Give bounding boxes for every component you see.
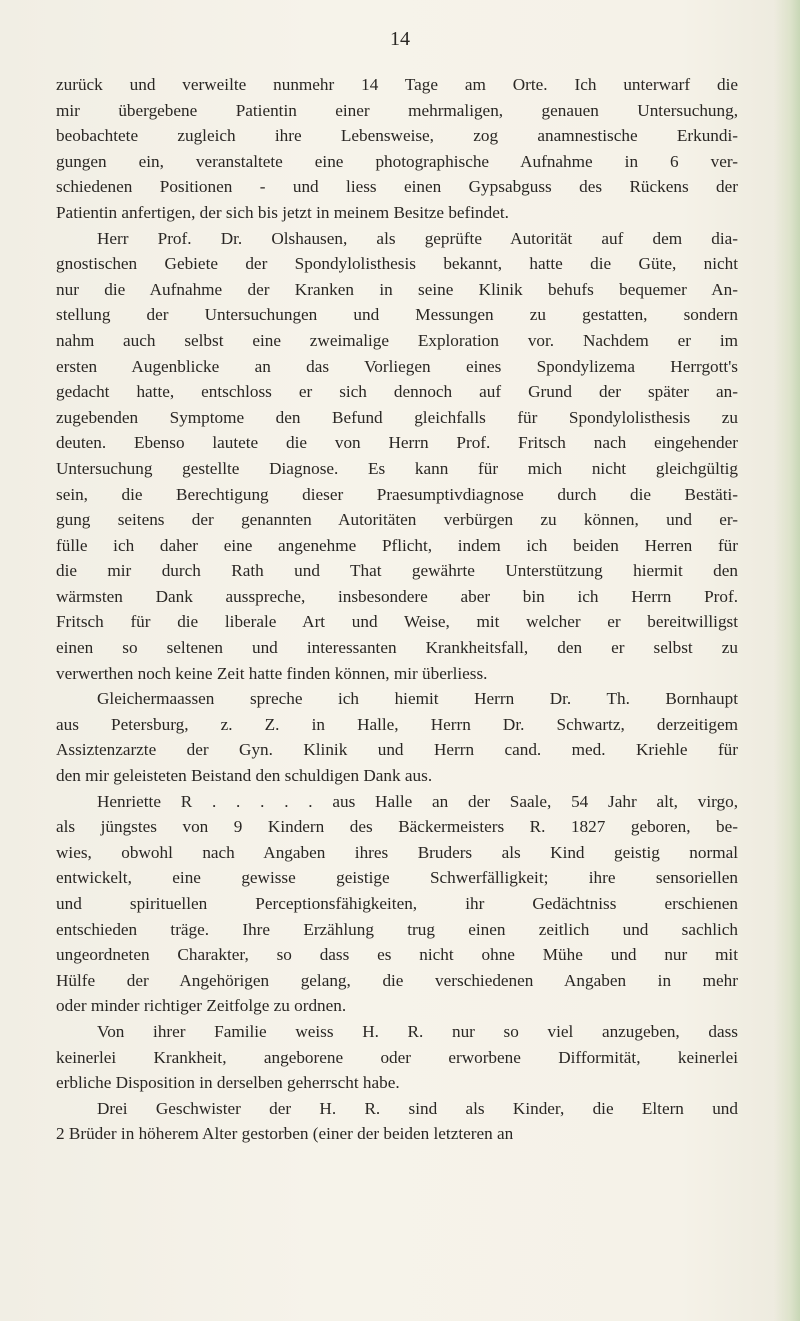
page-edge-tint (774, 0, 800, 1321)
paragraph (56, 789, 738, 1019)
text-line: Henriette R . . . . . aus Halle an der Saale, 54 Jahr alt, virgo, (97, 791, 738, 811)
text-line: aus Petersburg, z. Z. in Halle, Herrn Dr. Schwartz, derzeitigem (56, 714, 738, 734)
text-line: erbliche Disposition in derselben geherrscht habe. (56, 1073, 400, 1093)
text-line: den mir geleisteten Beistand den schuldigen Dank aus. (56, 766, 433, 786)
text-line: ungeordneten Charakter, so dass es nicht ohne Mühe und nur mit (56, 945, 738, 965)
text-line: Hülfe der Angehörigen gelang, die verschiedenen Angaben in mehr (56, 970, 738, 990)
text-line: gedacht hatte, entschloss er sich dennoch auf Grund der später an- (56, 382, 738, 402)
text-line: und spirituellen Perceptionsfähigkeiten, ihr Gedächtniss erschienen (56, 894, 738, 913)
text-line: 2 Brüder in höherem Alter gestorben (einer der beiden letzteren an (56, 1124, 514, 1144)
text-line: Fritsch für die liberale Art und Weise, mit welcher er bereitwilligst (56, 612, 738, 632)
text-line: die mir durch Rath und That gewährte Unterstützung hiermit den (56, 561, 738, 581)
text-line: Assiztenzarzte der Gyn. Klinik und Herrn cand. med. Kriehle für (56, 740, 738, 760)
text-line: nahm auch selbst eine zweimalige Exploration vor. Nachdem er im (56, 330, 738, 350)
text-line: Patientin anfertigen, der sich bis jetzt in meinem Besitze befindet. (56, 202, 509, 222)
text-line: fülle ich daher eine angenehme Pflicht, indem ich beiden Herren für (56, 535, 738, 555)
text-line: Herr Prof. Dr. Olshausen, als geprüfte Autorität auf dem dia- (97, 228, 738, 248)
text-line: oder minder richtiger Zeitfolge zu ordnen. (56, 996, 347, 1016)
paragraph (56, 1019, 738, 1096)
text-line: nur die Aufnahme der Kranken in seine Klinik behufs bequemer An- (56, 279, 738, 299)
text-line: gnostischen Gebiete der Spondylolisthesis bekannt, hatte die Güte, nicht (56, 254, 738, 274)
text-line: entschieden träge. Ihre Erzählung trug einen zeitlich und sachlich (56, 919, 738, 939)
text-line: zurück und verweilte nunmehr 14 Tage am Orte. Ich unterwarf die (56, 75, 738, 94)
text-line: einen so seltenen und interessanten Krankheitsfall, den er selbst zu (56, 638, 738, 658)
text-line: ersten Augenblicke an das Vorliegen eines Spondylizema Herrgott's (56, 356, 738, 376)
text-line: gung seitens der genannten Autoritäten verbürgen zu können, und er- (56, 510, 738, 530)
body-text (56, 72, 738, 1147)
text-line: Gleichermaassen spreche ich hiemit Herrn Dr. Th. Bornhaupt (97, 689, 738, 709)
text-line: als jüngstes von 9 Kindern des Bäckermeisters R. 1827 geboren, be- (56, 817, 738, 837)
page-number: 14 (390, 28, 410, 50)
text-line: beobachtete zugleich ihre Lebensweise, zog anamnestische Erkundi- (56, 126, 738, 146)
text-line: verwerthen noch keine Zeit hatte finden können, mir überliess. (56, 663, 488, 683)
paragraph (56, 72, 738, 226)
paragraph (56, 226, 738, 687)
text-line: schiedenen Positionen - und liess einen Gypsabguss des Rückens der (56, 177, 738, 197)
text-line: keinerlei Krankheit, angeborene oder erworbene Difformität, keinerlei (56, 1047, 738, 1067)
text-line: wärmsten Dank ausspreche, insbesondere aber bin ich Herrn Prof. (56, 586, 738, 606)
text-line: deuten. Ebenso lautete die von Herrn Prof. Fritsch nach eingehender (56, 433, 738, 453)
text-line: Untersuchung gestellte Diagnose. Es kann für mich nicht gleichgültig (56, 458, 738, 478)
text-line: wies, obwohl nach Angaben ihres Bruders als Kind geistig normal (56, 842, 738, 862)
text-line: entwickelt, eine gewisse geistige Schwerfälligkeit; ihre sensoriellen (56, 868, 738, 888)
paragraph (56, 1096, 738, 1147)
text-line: Von ihrer Familie weiss H. R. nur so viel anzugeben, dass (97, 1021, 738, 1041)
text-line: mir übergebene Patientin einer mehrmaligen, genauen Untersuchung, (56, 100, 738, 120)
text-line: stellung der Untersuchungen und Messungen zu gestatten, sondern (56, 305, 738, 325)
text-line: gungen ein, veranstaltete eine photographische Aufnahme in 6 ver- (56, 151, 738, 171)
text-line: zugebenden Symptome den Befund gleichfalls für Spondylolisthesis zu (56, 407, 738, 427)
text-line: Drei Geschwister der H. R. sind als Kinder, die Eltern und (97, 1098, 738, 1118)
paragraph (56, 686, 738, 788)
text-line: sein, die Berechtigung dieser Praesumptivdiagnose durch die Bestäti- (56, 484, 738, 504)
